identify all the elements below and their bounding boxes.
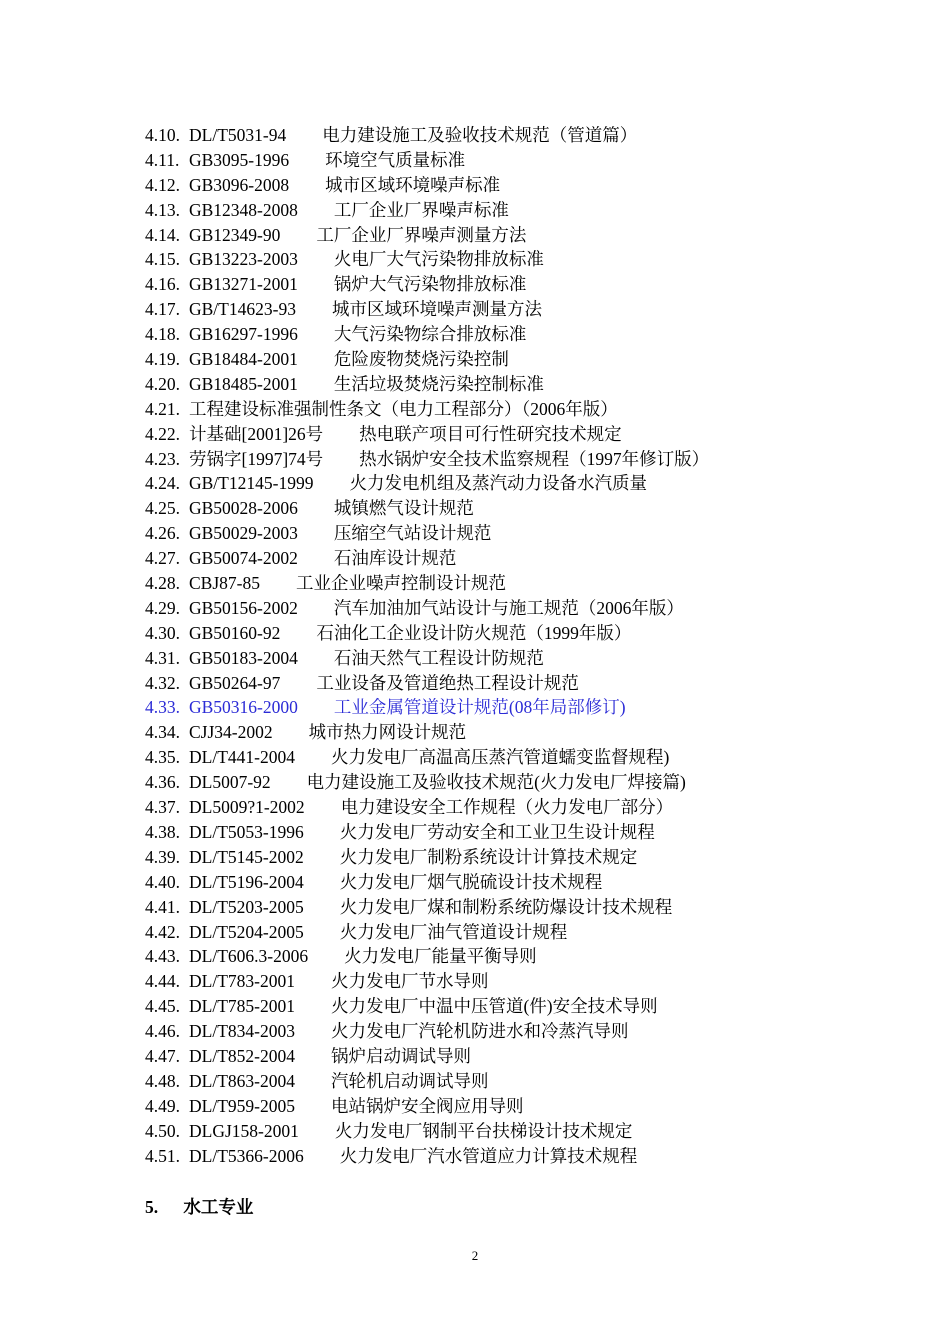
item-number: 4.15. xyxy=(145,249,180,270)
list-item xyxy=(145,695,905,720)
list-item xyxy=(145,994,905,1019)
standard-code: DL/T5196-2004 xyxy=(189,871,304,892)
standard-code: GB/T14623-93 xyxy=(189,299,296,320)
list-item xyxy=(145,247,905,272)
standard-title: 压缩空气站设计规范 xyxy=(333,523,492,544)
standard-code: DL/T785-2001 xyxy=(189,996,295,1017)
item-number: 4.16. xyxy=(145,274,180,295)
list-item xyxy=(145,1019,905,1044)
standard-code: GB50156-2002 xyxy=(189,597,298,618)
list-item xyxy=(145,745,905,770)
standard-title: 火力发电厂汽水管道应力计算技术规程 xyxy=(339,1145,638,1166)
item-number: 4.47. xyxy=(145,1045,180,1066)
standard-code: GB/T12145-1999 xyxy=(189,473,314,494)
standard-title: 生活垃圾焚烧污染控制标准 xyxy=(333,373,544,394)
standard-code: DL5009?1-2002 xyxy=(189,797,305,818)
list-item xyxy=(145,297,905,322)
item-number: 4.30. xyxy=(145,622,180,643)
standard-title: 石油库设计规范 xyxy=(333,548,457,569)
standard-title: 锅炉启动调试导则 xyxy=(330,1045,471,1066)
section-number: 5. xyxy=(145,1197,159,1217)
item-number: 4.24. xyxy=(145,473,180,494)
list-item xyxy=(145,571,905,596)
item-number: 4.19. xyxy=(145,349,180,370)
list-item xyxy=(145,422,905,447)
standard-title: 火力发电厂制粉系统设计计算技术规定 xyxy=(339,846,638,867)
standard-title: 工业企业噪声控制设计规范 xyxy=(295,573,506,594)
item-number: 4.51. xyxy=(145,1145,180,1166)
standard-code: GB50074-2002 xyxy=(189,548,298,569)
list-item xyxy=(145,795,905,820)
standard-code: GB50316-2000 xyxy=(189,697,298,718)
list-item xyxy=(145,372,905,397)
item-number: 4.26. xyxy=(145,523,180,544)
list-item xyxy=(145,671,905,696)
item-number: 4.38. xyxy=(145,821,180,842)
item-number: 4.29. xyxy=(145,597,180,618)
list-item xyxy=(145,870,905,895)
standard-title: 火力发电厂钢制平台扶梯设计技术规定 xyxy=(334,1120,633,1141)
standard-title: 工程建设标准强制性条文（电力工程部分）（2006年版） xyxy=(189,398,618,419)
standard-code: DL/T5145-2002 xyxy=(189,846,304,867)
item-number: 4.23. xyxy=(145,448,180,469)
standard-code: DLGJ158-2001 xyxy=(189,1120,299,1141)
standard-title: 电站锅炉安全阀应用导则 xyxy=(330,1095,524,1116)
standard-title: 电力建设安全工作规程（火力发电厂部分） xyxy=(340,797,674,818)
standard-code: DL/T5204-2005 xyxy=(189,921,304,942)
list-item xyxy=(145,447,905,472)
list-item xyxy=(145,1119,905,1144)
standard-title: 工厂企业厂界噪声测量方法 xyxy=(316,224,527,245)
standard-title: 城市热力网设计规范 xyxy=(308,722,467,743)
item-number: 4.46. xyxy=(145,1021,180,1042)
standard-code: GB12349-90 xyxy=(189,224,281,245)
standard-code: GB50029-2003 xyxy=(189,523,298,544)
item-number: 4.41. xyxy=(145,896,180,917)
standard-title: 火电厂大气污染物排放标准 xyxy=(333,249,544,270)
standard-title: 火力发电厂节水导则 xyxy=(330,971,489,992)
standard-code: DL5007-92 xyxy=(189,772,271,793)
standard-code: GB16297-1996 xyxy=(189,324,298,345)
standard-code: GB3095-1996 xyxy=(189,149,290,170)
standard-title: 城市区域环境噪声测量方法 xyxy=(331,299,542,320)
list-item xyxy=(145,770,905,795)
standard-code: DL/T863-2004 xyxy=(189,1070,295,1091)
list-item xyxy=(145,596,905,621)
item-number: 4.32. xyxy=(145,672,180,693)
list-item xyxy=(145,521,905,546)
standard-code: DL/T5203-2005 xyxy=(189,896,304,917)
standard-title: 城镇燃气设计规范 xyxy=(333,498,474,519)
standard-code: DL/T783-2001 xyxy=(189,971,295,992)
standard-title: 汽车加油加气站设计与施工规范（2006年版） xyxy=(333,597,684,618)
standard-code: GB18484-2001 xyxy=(189,349,298,370)
list-item xyxy=(145,148,905,173)
standard-code: DL/T5053-1996 xyxy=(189,821,304,842)
standard-title: 石油化工企业设计防火规范（1999年版） xyxy=(316,622,632,643)
standard-title: 电力建设施工及验收技术规范（管道篇） xyxy=(322,125,638,145)
item-number: 4.31. xyxy=(145,647,180,668)
standard-code: DL/T441-2004 xyxy=(189,747,295,768)
standard-title: 火力发电厂煤和制粉系统防爆设计技术规程 xyxy=(339,896,673,917)
item-number: 4.11. xyxy=(145,149,180,170)
standard-code: GB12348-2008 xyxy=(189,199,298,220)
list-item xyxy=(145,1094,905,1119)
list-item xyxy=(145,621,905,646)
list-item xyxy=(145,471,905,496)
item-number: 4.50. xyxy=(145,1120,180,1141)
item-number: 4.18. xyxy=(145,324,180,345)
item-number: 4.39. xyxy=(145,846,180,867)
item-number: 4.17. xyxy=(145,299,180,320)
list-item xyxy=(145,895,905,920)
standard-code: 劳锅字[1997]74号 xyxy=(189,448,324,469)
standards-list xyxy=(145,123,905,1168)
section-heading xyxy=(145,1194,253,1220)
standard-title: 工厂企业厂界噪声标准 xyxy=(333,199,509,220)
item-number: 4.12. xyxy=(145,174,180,195)
list-item xyxy=(145,920,905,945)
page-number: 2 xyxy=(471,1248,479,1263)
item-number: 4.25. xyxy=(145,498,180,519)
item-number: 4.20. xyxy=(145,373,180,394)
standard-code: DL/T959-2005 xyxy=(189,1095,295,1116)
item-number: 4.27. xyxy=(145,548,180,569)
standard-code: GB50264-97 xyxy=(189,672,281,693)
item-number: 4.14. xyxy=(145,224,180,245)
item-number: 4.28. xyxy=(145,573,180,594)
list-item xyxy=(145,347,905,372)
standard-title: 热水锅炉安全技术监察规程（1997年修订版） xyxy=(359,448,710,469)
standard-title: 大气污染物综合排放标准 xyxy=(333,324,527,345)
item-number: 4.42. xyxy=(145,921,180,942)
standard-code: GB13271-2001 xyxy=(189,274,298,295)
standard-code: DL/T5366-2006 xyxy=(189,1145,304,1166)
list-item xyxy=(145,397,905,422)
standard-title: 火力发电机组及蒸汽动力设备水汽质量 xyxy=(349,473,647,494)
item-number: 4.37. xyxy=(145,797,180,818)
standard-code: DL/T606.3-2006 xyxy=(189,946,309,967)
standard-title: 火力发电厂高温高压蒸汽管道蠕变监督规程) xyxy=(330,747,670,768)
list-item xyxy=(145,820,905,845)
standard-title: 汽轮机启动调试导则 xyxy=(330,1070,489,1091)
standard-title: 火力发电厂能量平衡导则 xyxy=(344,946,537,967)
standard-title: 石油天然气工程设计防规范 xyxy=(333,647,544,668)
standard-code: DL/T834-2003 xyxy=(189,1021,295,1042)
standard-code: GB18485-2001 xyxy=(189,373,298,394)
item-number: 4.35. xyxy=(145,747,180,768)
list-item xyxy=(145,173,905,198)
standard-title: 电力建设施工及验收技术规范(火力发电厂焊接篇) xyxy=(306,772,686,793)
standard-code: GB13223-2003 xyxy=(189,249,298,270)
item-number: 4.13. xyxy=(145,199,180,220)
item-number: 4.21. xyxy=(145,398,180,419)
list-item xyxy=(145,1044,905,1069)
item-number: 4.45. xyxy=(145,996,180,1017)
item-number: 4.22. xyxy=(145,423,180,444)
standard-title: 火力发电厂劳动安全和工业卫生设计规程 xyxy=(339,821,655,842)
standard-code: CJJ34-2002 xyxy=(189,722,273,743)
standard-code: CBJ87-85 xyxy=(189,573,260,594)
list-item xyxy=(145,944,905,969)
standard-code: GB3096-2008 xyxy=(189,174,290,195)
section-title: 水工专业 xyxy=(183,1197,254,1217)
item-number: 4.48. xyxy=(145,1070,180,1091)
list-item xyxy=(145,1069,905,1094)
item-number: 4.34. xyxy=(145,722,180,743)
standard-title: 工业金属管道设计规范(08年局部修订) xyxy=(333,697,626,718)
standard-code: DL/T852-2004 xyxy=(189,1045,295,1066)
item-number: 4.44. xyxy=(145,971,180,992)
standard-title: 火力发电厂油气管道设计规程 xyxy=(339,921,568,942)
list-item xyxy=(145,123,905,148)
list-item xyxy=(145,322,905,347)
item-number: 4.43. xyxy=(145,946,180,967)
item-number: 4.40. xyxy=(145,871,180,892)
standard-title: 火力发电厂汽轮机防进水和冷蒸汽导则 xyxy=(330,1021,629,1042)
standard-title: 锅炉大气污染物排放标准 xyxy=(333,274,527,295)
standard-code: 计基础[2001]26号 xyxy=(189,423,324,444)
standard-code: DL/T5031-94 xyxy=(189,125,287,145)
list-item xyxy=(145,646,905,671)
item-number: 4.10. xyxy=(145,125,180,145)
standard-title: 工业设备及管道绝热工程设计规范 xyxy=(316,672,579,693)
standard-code: GB50160-92 xyxy=(189,622,281,643)
list-item xyxy=(145,720,905,745)
item-number: 4.49. xyxy=(145,1095,180,1116)
standard-code: GB50028-2006 xyxy=(189,498,298,519)
list-item xyxy=(145,845,905,870)
standard-title: 热电联产项目可行性研究技术规定 xyxy=(359,423,622,444)
standard-code: GB50183-2004 xyxy=(189,647,298,668)
list-item xyxy=(145,1144,905,1169)
list-item xyxy=(145,969,905,994)
standard-title: 火力发电厂烟气脱硫设计技术规程 xyxy=(339,871,603,892)
list-item xyxy=(145,198,905,223)
standard-title: 火力发电厂中温中压管道(件)安全技术导则 xyxy=(330,996,658,1017)
list-item xyxy=(145,496,905,521)
list-item xyxy=(145,546,905,571)
list-item xyxy=(145,272,905,297)
item-number: 4.33. xyxy=(145,697,180,718)
item-number: 4.36. xyxy=(145,772,180,793)
standard-title: 城市区域环境噪声标准 xyxy=(325,174,501,195)
standard-title: 危险废物焚烧污染控制 xyxy=(333,349,509,370)
list-item xyxy=(145,223,905,248)
standard-title: 环境空气质量标准 xyxy=(325,149,466,170)
